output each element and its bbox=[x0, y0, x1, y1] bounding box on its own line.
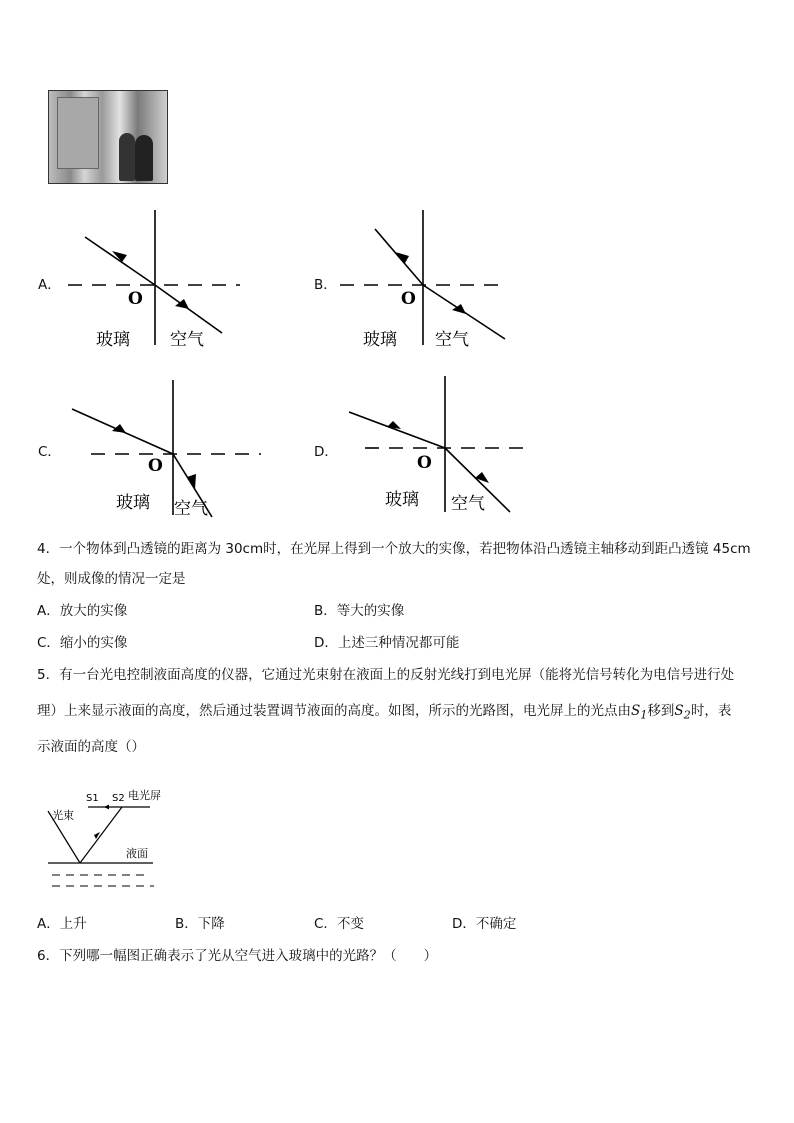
q5-line3: 示液面的高度（） bbox=[37, 739, 145, 755]
liquid-label: 液面 bbox=[126, 847, 148, 860]
photo-person-2 bbox=[135, 135, 153, 181]
q4-option-a: A．放大的实像 bbox=[37, 603, 128, 619]
s2-label: S2 bbox=[112, 793, 125, 804]
s1-label: S1 bbox=[86, 793, 99, 804]
q4-line2: 处，则成像的情况一定是 bbox=[37, 571, 186, 587]
q5-line2 bbox=[37, 702, 731, 725]
diagram-c bbox=[66, 375, 266, 525]
point-o-label: O bbox=[148, 456, 163, 476]
q5-option-d: D．不确定 bbox=[452, 916, 517, 932]
air-label: 空气 bbox=[174, 499, 208, 519]
q5-option-a: A．上升 bbox=[37, 916, 87, 932]
s2-subscript: 2 bbox=[683, 708, 691, 722]
incoming-arrow bbox=[475, 472, 489, 483]
air-label: 空气 bbox=[451, 494, 485, 514]
point-o-label: O bbox=[401, 289, 416, 309]
q4-line1: 4．一个物体到凸透镜的距离为 30cm时，在光屏上得到一个放大的实像，若把物体沿凸透镜主轴移动到距凸透镜 45cm bbox=[37, 541, 751, 557]
diagram-d bbox=[345, 372, 545, 522]
refracted-ray bbox=[155, 285, 222, 333]
air-label: 空气 bbox=[170, 330, 204, 350]
q4-option-b: B．等大的实像 bbox=[314, 603, 405, 619]
s1-subscript: 1 bbox=[640, 708, 648, 722]
s1-letter: S bbox=[631, 703, 641, 719]
diagram-a bbox=[60, 205, 260, 355]
reflected-ray bbox=[349, 412, 445, 448]
glass-label: 玻璃 bbox=[385, 490, 419, 510]
diagram-b bbox=[335, 205, 535, 355]
option-d-letter: D． bbox=[314, 444, 338, 460]
photo-person-1 bbox=[119, 133, 135, 181]
q5-line2-text-b: 移到 bbox=[647, 703, 675, 719]
q4-option-c: C．缩小的实像 bbox=[37, 635, 128, 651]
q6-line1: 6．下列哪一幅图正确表示了光从空气进入玻璃中的光路？（ ） bbox=[37, 948, 438, 964]
q5-line2-text-c: 时，表 bbox=[690, 703, 732, 719]
option-b-letter: B． bbox=[314, 277, 337, 293]
q5-option-c: C．不变 bbox=[314, 916, 364, 932]
q5-line2-text-a: 理）上来显示液面的高度，然后通过装置调节液面的高度。如图，所示的光路图，电光屏上的光点由 bbox=[37, 703, 631, 719]
point-o-label: O bbox=[417, 453, 432, 473]
q5-line1: 5．有一台光电控制液面高度的仪器，它通过光束射在液面上的反射光线打到电光屏（能将光信号转化为电信号进行处 bbox=[37, 667, 735, 683]
screen-arrow bbox=[104, 805, 109, 810]
refracted-arrow bbox=[187, 474, 196, 490]
point-o-label: O bbox=[128, 289, 143, 309]
screen-label: 电光屏 bbox=[128, 789, 161, 802]
incident-ray bbox=[85, 237, 155, 285]
s2-letter: S bbox=[674, 703, 684, 719]
air-label: 空气 bbox=[435, 330, 469, 350]
incident-ray bbox=[375, 229, 423, 285]
q5-option-b: B．下降 bbox=[175, 916, 225, 932]
liquid-level-diagram bbox=[38, 785, 178, 895]
option-c-letter: C． bbox=[38, 444, 61, 460]
q4-option-d: D．上述三种情况都可能 bbox=[314, 635, 460, 651]
s1-symbol bbox=[631, 703, 648, 722]
option-a-letter: A． bbox=[38, 277, 61, 293]
s2-symbol bbox=[674, 703, 691, 722]
reflected-beam bbox=[80, 807, 122, 863]
classroom-photo bbox=[48, 90, 168, 184]
glass-label: 玻璃 bbox=[96, 330, 130, 350]
beam-label: 光束 bbox=[52, 809, 74, 822]
glass-label: 玻璃 bbox=[363, 330, 397, 350]
glass-label: 玻璃 bbox=[116, 493, 150, 513]
photo-wall bbox=[57, 97, 99, 169]
